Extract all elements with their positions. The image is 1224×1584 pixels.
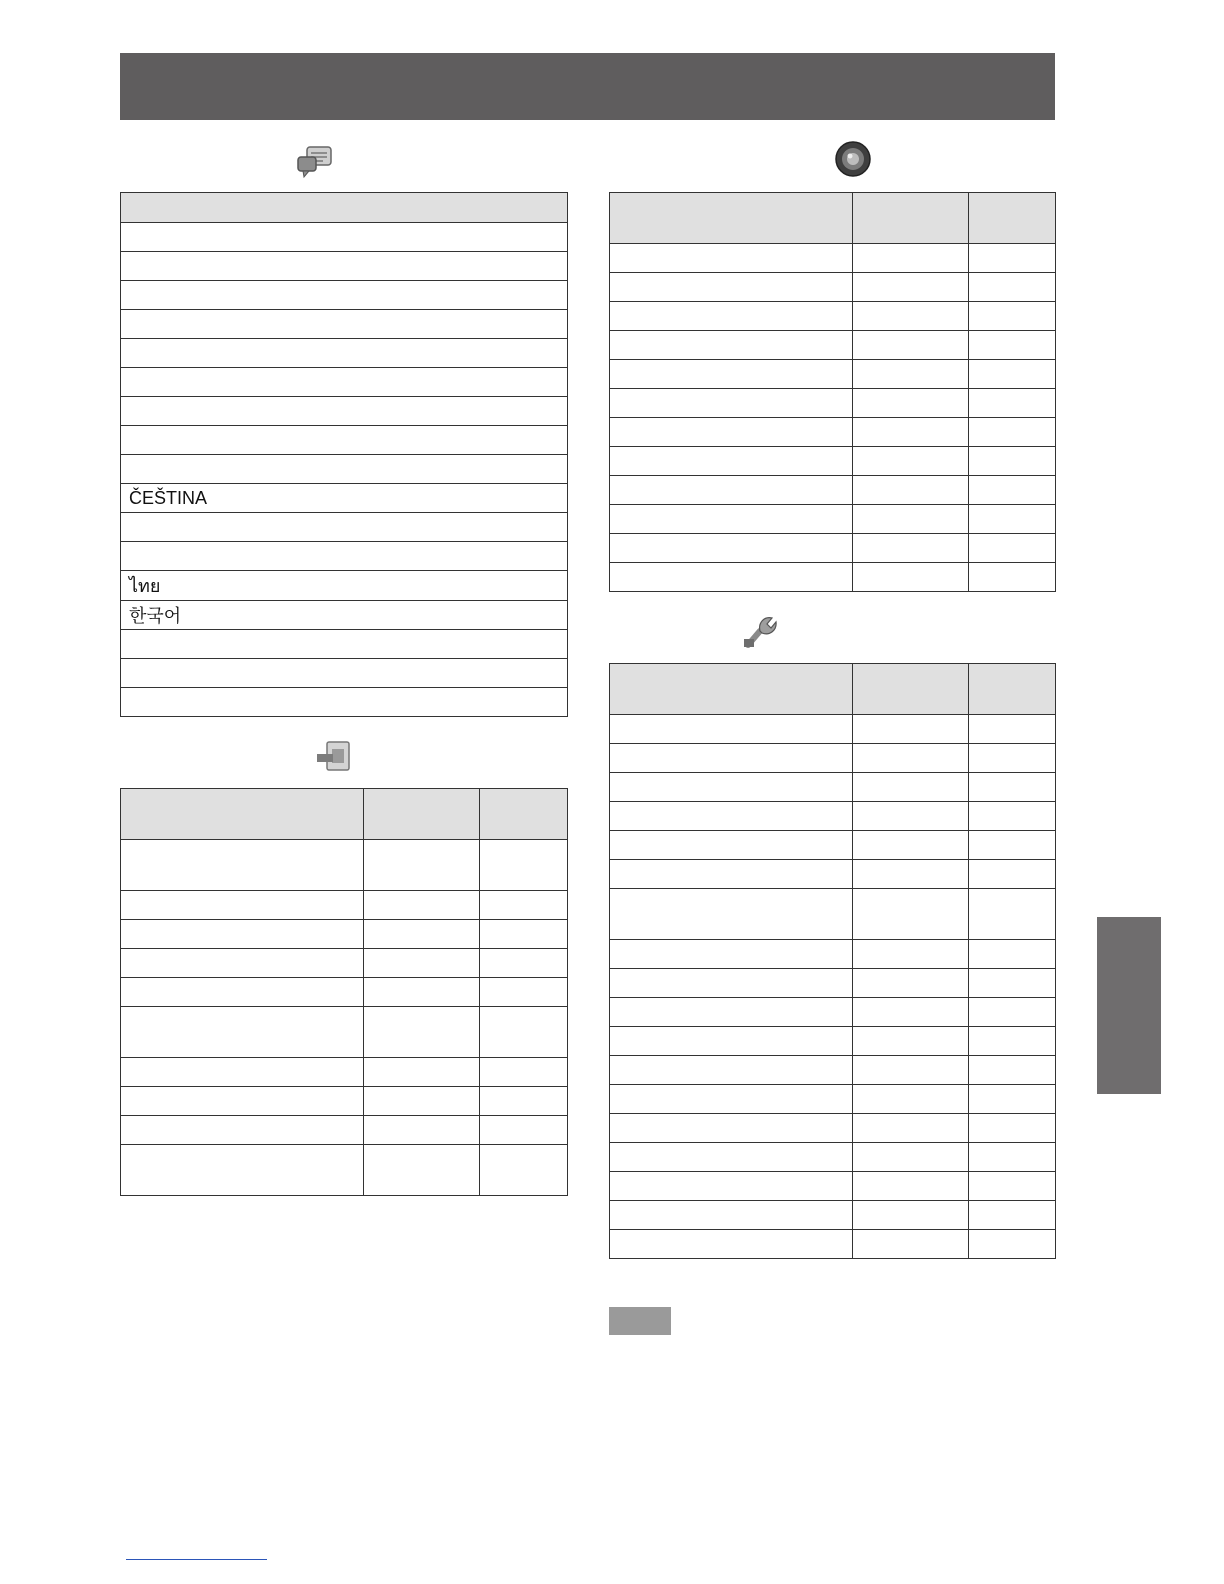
setup-cell-col-2	[853, 1027, 969, 1056]
audio-cell-col-1	[610, 302, 853, 331]
network-row	[121, 1116, 568, 1145]
network-cell-col-1	[121, 1145, 364, 1196]
network-port-icon	[315, 740, 351, 774]
language-row	[121, 223, 568, 252]
setup-cell-col-3	[969, 998, 1056, 1027]
setup-cell-col-2	[853, 1230, 969, 1259]
audio-cell-col-3	[969, 563, 1056, 592]
language-row	[121, 281, 568, 310]
setup-cell-col-2	[853, 1056, 969, 1085]
audio-cell-col-3	[969, 302, 1056, 331]
network-cell-col-1	[121, 978, 364, 1007]
language-cell	[121, 426, 568, 455]
network-row	[121, 1087, 568, 1116]
footer-link-underline[interactable]	[126, 1559, 267, 1560]
language-cell	[121, 542, 568, 571]
audio-row	[610, 360, 1056, 389]
network-cell-col-2	[364, 1087, 480, 1116]
setup-cell-col-1	[610, 940, 853, 969]
setup-row	[610, 1085, 1056, 1114]
page-header-bar	[120, 53, 1055, 120]
setup-cell-col-2	[853, 744, 969, 773]
audio-cell-col-1	[610, 418, 853, 447]
network-table	[120, 788, 568, 1196]
setup-cell-col-3	[969, 1085, 1056, 1114]
language-row	[121, 368, 568, 397]
network-cell-col-2	[364, 891, 480, 920]
audio-cell-col-2	[853, 389, 969, 418]
network-cell-col-2	[364, 978, 480, 1007]
network-cell-col-3	[480, 1058, 568, 1087]
setup-col-3	[969, 664, 1056, 715]
audio-row	[610, 418, 1056, 447]
audio-cell-col-3	[969, 273, 1056, 302]
network-row	[121, 1058, 568, 1087]
network-row	[121, 949, 568, 978]
audio-row	[610, 331, 1056, 360]
setup-cell-col-2	[853, 1172, 969, 1201]
setup-cell-col-3	[969, 1143, 1056, 1172]
setup-cell-col-3	[969, 1114, 1056, 1143]
audio-cell-col-1	[610, 389, 853, 418]
language-row	[121, 310, 568, 339]
language-row	[121, 571, 568, 601]
setup-cell-col-1	[610, 889, 853, 940]
language-row	[121, 688, 568, 717]
audio-cell-col-3	[969, 360, 1056, 389]
language-row	[121, 426, 568, 455]
language-row	[121, 339, 568, 368]
wrench-icon	[742, 613, 778, 649]
language-row	[121, 542, 568, 571]
setup-cell-col-2	[853, 831, 969, 860]
network-cell-col-1	[121, 1007, 364, 1058]
setup-cell-col-1	[610, 1143, 853, 1172]
language-row	[121, 397, 568, 426]
network-cell-col-1	[121, 920, 364, 949]
setup-row	[610, 1230, 1056, 1259]
language-cell	[121, 455, 568, 484]
audio-cell-col-3	[969, 476, 1056, 505]
setup-cell-col-1	[610, 1172, 853, 1201]
network-cell-col-3	[480, 920, 568, 949]
speaker-icon	[834, 140, 872, 178]
network-cell-col-3	[480, 949, 568, 978]
audio-col-1	[610, 193, 853, 244]
audio-cell-col-2	[853, 476, 969, 505]
audio-cell-col-3	[969, 418, 1056, 447]
language-cell	[121, 310, 568, 339]
audio-cell-col-3	[969, 447, 1056, 476]
setup-cell-col-2	[853, 940, 969, 969]
network-col-3	[480, 789, 568, 840]
setup-cell-col-2	[853, 1085, 969, 1114]
setup-cell-col-2	[853, 1143, 969, 1172]
audio-row	[610, 505, 1056, 534]
setup-cell-col-3	[969, 831, 1056, 860]
language-row	[121, 630, 568, 659]
audio-cell-col-2	[853, 447, 969, 476]
setup-cell-col-1	[610, 1085, 853, 1114]
audio-row	[610, 447, 1056, 476]
audio-cell-col-2	[853, 505, 969, 534]
setup-cell-col-2	[853, 1114, 969, 1143]
setup-cell-col-2	[853, 715, 969, 744]
setup-cell-col-3	[969, 1027, 1056, 1056]
setup-cell-col-1	[610, 773, 853, 802]
language-row	[121, 252, 568, 281]
network-cell-col-2	[364, 1145, 480, 1196]
audio-row	[610, 534, 1056, 563]
audio-table	[609, 192, 1056, 592]
audio-row	[610, 476, 1056, 505]
language-cell: ไทย	[121, 571, 568, 601]
setup-row	[610, 889, 1056, 940]
language-row	[121, 484, 568, 513]
network-cell-col-3	[480, 1145, 568, 1196]
language-table	[120, 192, 568, 717]
setup-cell-col-1	[610, 998, 853, 1027]
network-cell-col-3	[480, 840, 568, 891]
setup-cell-col-2	[853, 802, 969, 831]
audio-cell-col-1	[610, 360, 853, 389]
network-cell-col-3	[480, 1007, 568, 1058]
audio-cell-col-3	[969, 534, 1056, 563]
note-badge	[609, 1307, 671, 1335]
setup-row	[610, 1114, 1056, 1143]
audio-cell-col-2	[853, 418, 969, 447]
audio-cell-col-1	[610, 447, 853, 476]
setup-cell-col-1	[610, 1230, 853, 1259]
audio-cell-col-2	[853, 244, 969, 273]
language-row	[121, 659, 568, 688]
setup-cell-col-3	[969, 1056, 1056, 1085]
audio-col-3	[969, 193, 1056, 244]
language-cell	[121, 368, 568, 397]
audio-col-2	[853, 193, 969, 244]
network-cell-col-1	[121, 1087, 364, 1116]
setup-row	[610, 940, 1056, 969]
audio-cell-col-3	[969, 505, 1056, 534]
network-cell-col-2	[364, 1058, 480, 1087]
language-cell: ČEŠTINA	[121, 484, 568, 513]
setup-col-2	[853, 664, 969, 715]
setup-row	[610, 802, 1056, 831]
audio-cell-col-1	[610, 273, 853, 302]
setup-cell-col-1	[610, 860, 853, 889]
setup-cell-col-1	[610, 1201, 853, 1230]
setup-cell-col-3	[969, 715, 1056, 744]
setup-cell-col-3	[969, 1172, 1056, 1201]
language-cell	[121, 630, 568, 659]
audio-cell-col-2	[853, 534, 969, 563]
setup-cell-col-1	[610, 1056, 853, 1085]
speech-bubble-icon	[297, 145, 333, 179]
setup-row	[610, 715, 1056, 744]
setup-cell-col-1	[610, 715, 853, 744]
language-cell	[121, 397, 568, 426]
setup-cell-col-1	[610, 802, 853, 831]
network-col-2	[364, 789, 480, 840]
setup-cell-col-2	[853, 889, 969, 940]
network-cell-col-1	[121, 949, 364, 978]
setup-row	[610, 1056, 1056, 1085]
setup-cell-col-3	[969, 744, 1056, 773]
setup-cell-col-3	[969, 802, 1056, 831]
audio-cell-col-1	[610, 563, 853, 592]
audio-row	[610, 389, 1056, 418]
language-cell	[121, 659, 568, 688]
setup-cell-col-3	[969, 969, 1056, 998]
network-cell-col-1	[121, 891, 364, 920]
setup-cell-col-1	[610, 969, 853, 998]
language-row	[121, 513, 568, 542]
setup-cell-col-1	[610, 744, 853, 773]
setup-cell-col-3	[969, 1230, 1056, 1259]
setup-cell-col-3	[969, 940, 1056, 969]
network-row	[121, 1007, 568, 1058]
audio-cell-col-2	[853, 360, 969, 389]
network-cell-col-2	[364, 920, 480, 949]
setup-cell-col-2	[853, 998, 969, 1027]
setup-cell-col-1	[610, 831, 853, 860]
setup-table	[609, 663, 1056, 1259]
setup-cell-col-2	[853, 1201, 969, 1230]
audio-cell-col-1	[610, 505, 853, 534]
language-table-header	[121, 193, 568, 223]
audio-row	[610, 302, 1056, 331]
setup-row	[610, 1172, 1056, 1201]
network-row	[121, 840, 568, 891]
network-row	[121, 891, 568, 920]
language-cell	[121, 223, 568, 252]
setup-col-1	[610, 664, 853, 715]
audio-cell-col-1	[610, 331, 853, 360]
audio-row	[610, 273, 1056, 302]
setup-cell-col-1	[610, 1114, 853, 1143]
setup-row	[610, 1027, 1056, 1056]
audio-row	[610, 244, 1056, 273]
language-row	[121, 601, 568, 630]
side-section-tab	[1097, 917, 1161, 1094]
setup-cell-col-2	[853, 773, 969, 802]
setup-cell-col-2	[853, 969, 969, 998]
audio-cell-col-2	[853, 331, 969, 360]
audio-cell-col-1	[610, 476, 853, 505]
network-row	[121, 978, 568, 1007]
setup-row	[610, 1143, 1056, 1172]
setup-cell-col-3	[969, 773, 1056, 802]
setup-row	[610, 773, 1056, 802]
network-cell-col-3	[480, 891, 568, 920]
network-cell-col-3	[480, 978, 568, 1007]
network-col-1	[121, 789, 364, 840]
language-cell: 한국어	[121, 601, 568, 630]
network-cell-col-1	[121, 1058, 364, 1087]
network-cell-col-2	[364, 1116, 480, 1145]
audio-cell-col-1	[610, 244, 853, 273]
setup-row	[610, 860, 1056, 889]
network-cell-col-3	[480, 1087, 568, 1116]
setup-cell-col-3	[969, 860, 1056, 889]
setup-row	[610, 831, 1056, 860]
setup-row	[610, 744, 1056, 773]
language-cell	[121, 513, 568, 542]
network-cell-col-2	[364, 1007, 480, 1058]
setup-cell-col-3	[969, 1201, 1056, 1230]
network-cell-col-1	[121, 1116, 364, 1145]
setup-row	[610, 1201, 1056, 1230]
audio-cell-col-3	[969, 331, 1056, 360]
setup-cell-col-2	[853, 860, 969, 889]
audio-cell-col-3	[969, 389, 1056, 418]
network-row	[121, 1145, 568, 1196]
audio-cell-col-2	[853, 563, 969, 592]
audio-row	[610, 563, 1056, 592]
audio-cell-col-2	[853, 273, 969, 302]
language-cell	[121, 281, 568, 310]
audio-cell-col-1	[610, 534, 853, 563]
network-cell-col-3	[480, 1116, 568, 1145]
network-cell-col-1	[121, 840, 364, 891]
network-cell-col-2	[364, 840, 480, 891]
audio-cell-col-2	[853, 302, 969, 331]
setup-row	[610, 998, 1056, 1027]
setup-row	[610, 969, 1056, 998]
language-cell	[121, 252, 568, 281]
setup-cell-col-3	[969, 889, 1056, 940]
setup-cell-col-1	[610, 1027, 853, 1056]
audio-cell-col-3	[969, 244, 1056, 273]
language-cell	[121, 339, 568, 368]
network-cell-col-2	[364, 949, 480, 978]
language-cell	[121, 688, 568, 717]
language-row	[121, 455, 568, 484]
network-row	[121, 920, 568, 949]
